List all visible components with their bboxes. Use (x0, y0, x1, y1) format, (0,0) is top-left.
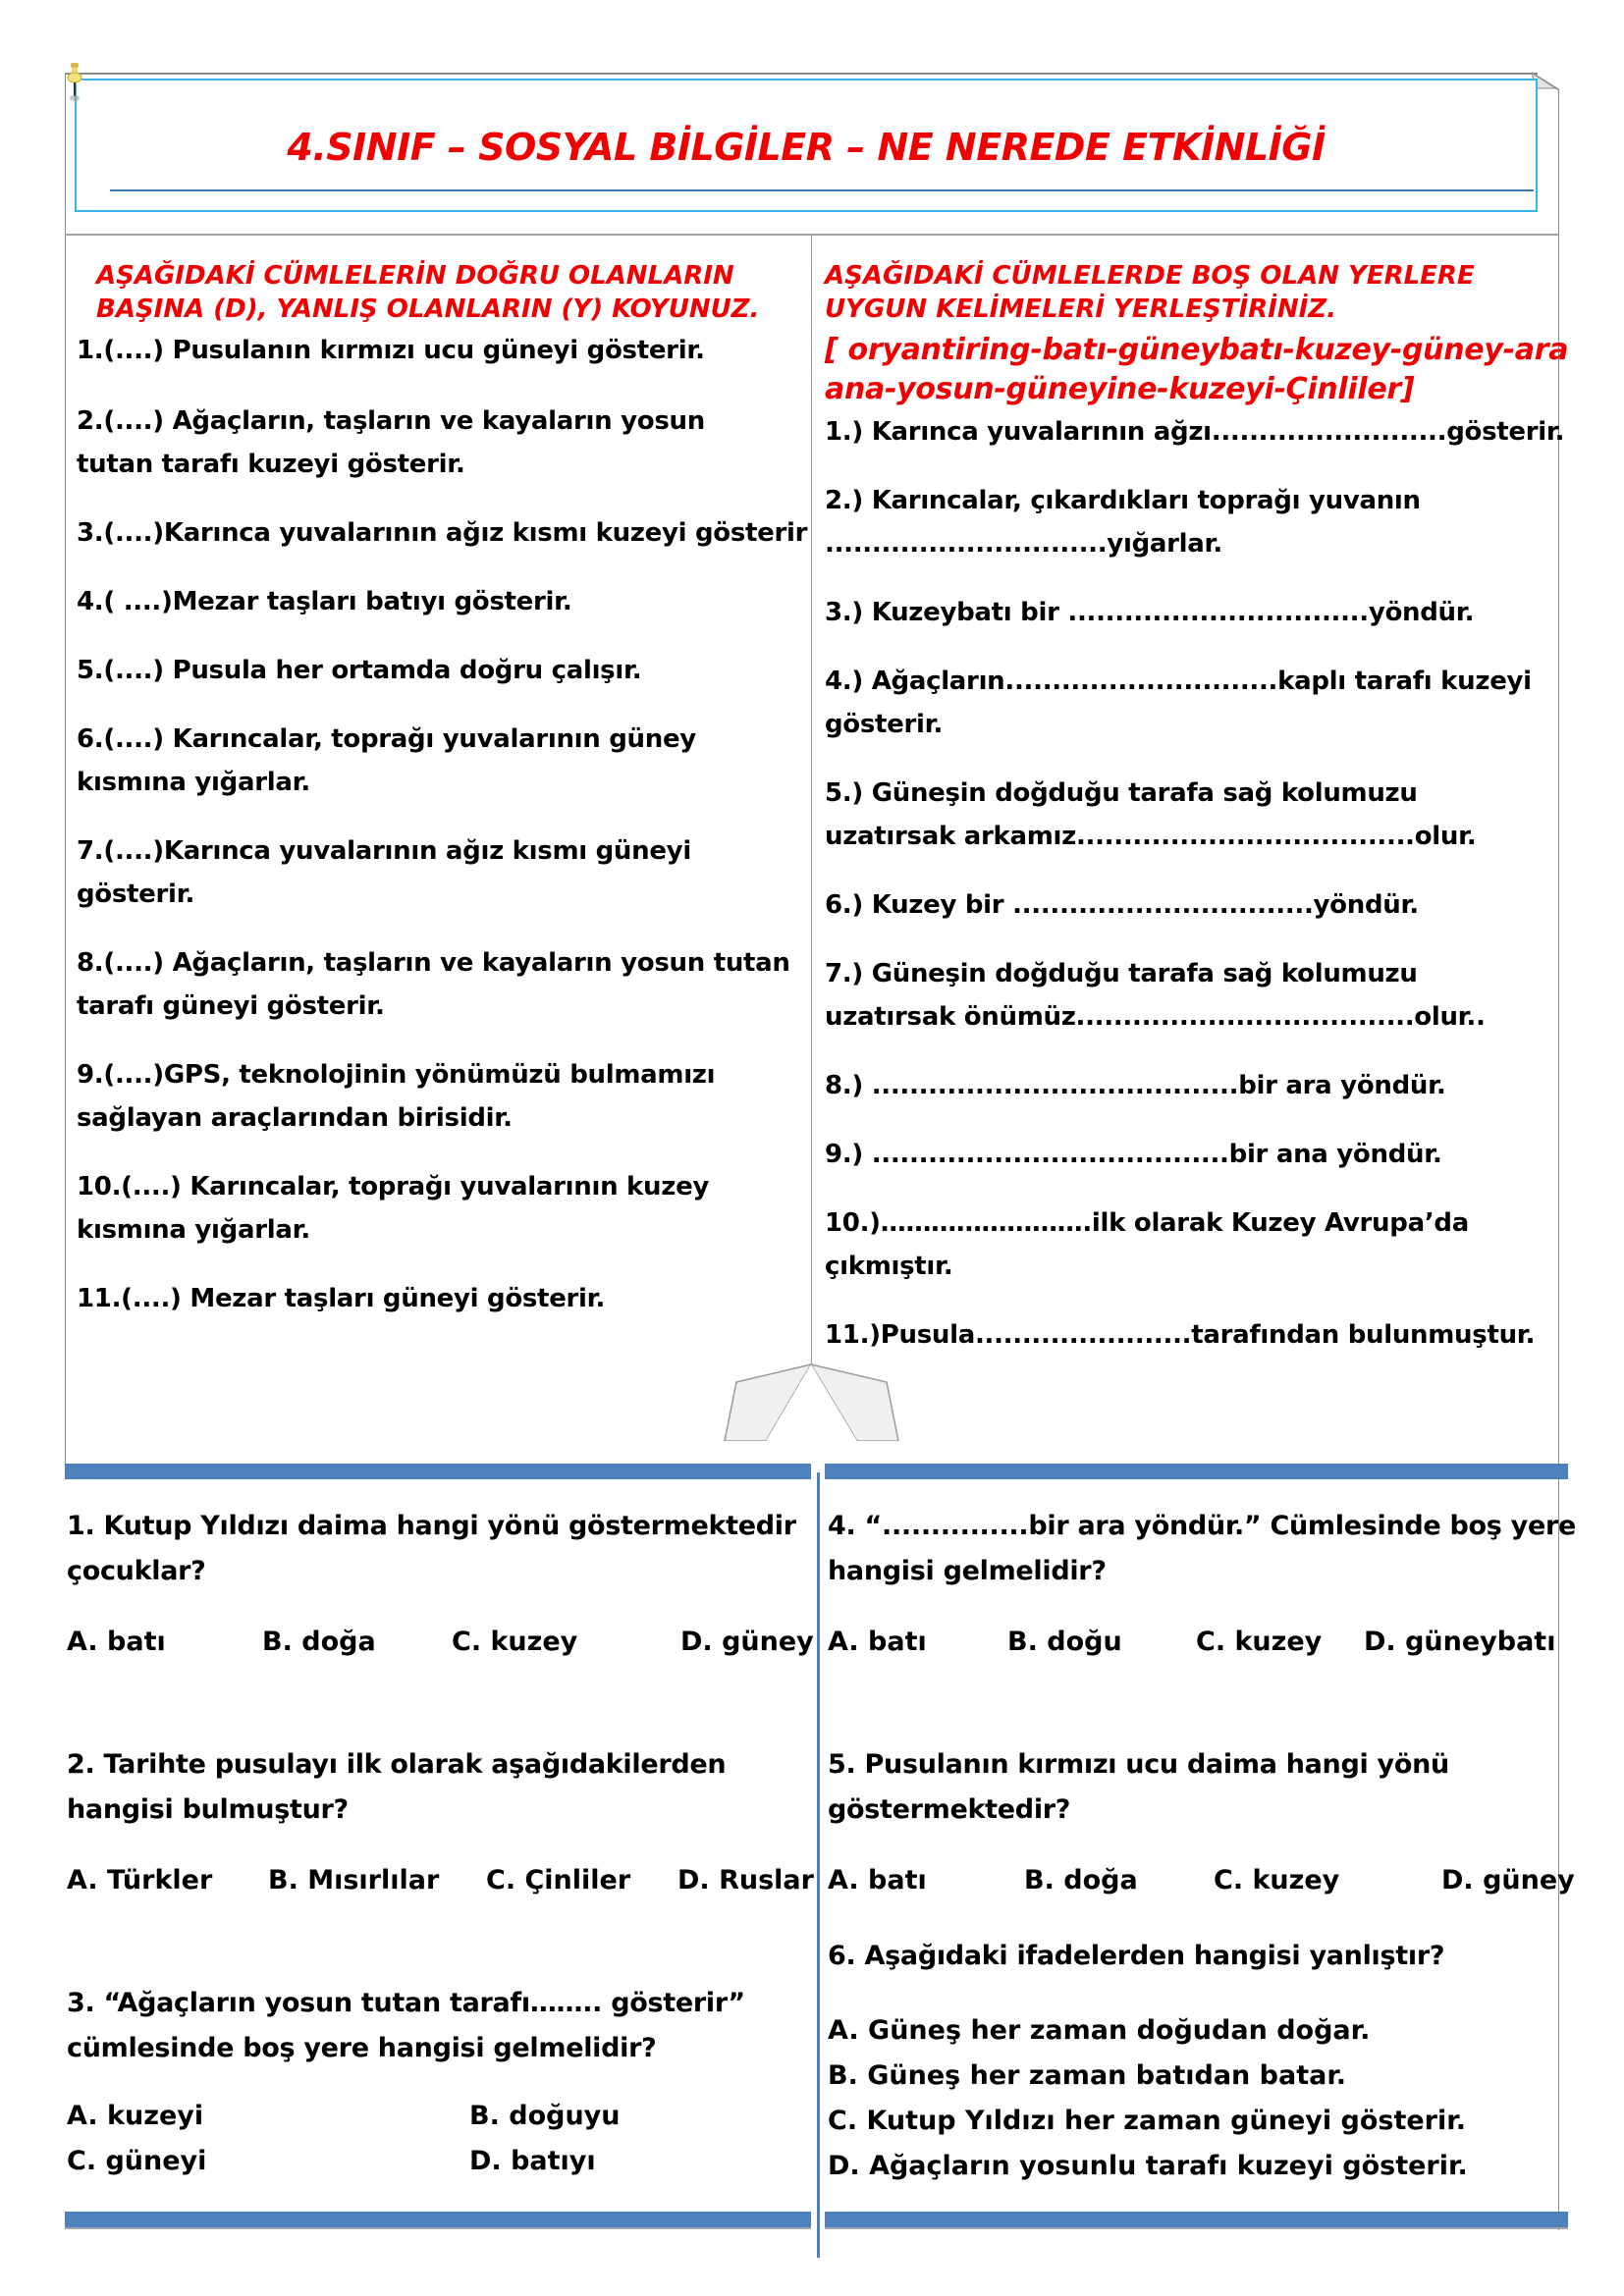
left-heading (96, 259, 759, 326)
fill-blank-list (825, 410, 1565, 1357)
option-a[interactable]: A. batı (828, 1627, 927, 1657)
question-text: 3. “Ağaçların yosun tutan tarafı…….. gösterir” (67, 1988, 745, 2018)
option-b[interactable]: B. doğu (1007, 1627, 1122, 1657)
bottom-bar-right (825, 2212, 1568, 2229)
tf-item-text: gösterir. (77, 880, 195, 909)
option-c[interactable]: C. güneyi (67, 2146, 207, 2176)
tf-item-4 (77, 580, 808, 623)
tf-item-2 (77, 400, 808, 486)
page-title: 4.SINIF – SOSYAL BİLGİLER – NE NEREDE ETKİNLİĞİ (287, 126, 1326, 169)
left-heading-line2: BAŞINA (D), YANLIŞ OLANLARIN (Y) KOYUNUZ. (96, 294, 760, 324)
mcq-question-1 (67, 1504, 796, 1594)
tf-item-text: 10.(....) Karıncalar, toprağı yuvalarının kuzey (77, 1172, 710, 1201)
tf-item-text: 8.(....) Ağaçların, taşların ve kayaların yosun tutan (77, 948, 790, 978)
option-d[interactable]: D. Ağaçların yosunlu tarafı kuzeyi gösterir. (828, 2151, 1468, 2181)
fb-item-text: 2.) Karıncalar, çıkardıkları toprağı yuvanın (825, 486, 1421, 515)
mcq-question-6 (828, 1934, 1444, 1979)
option-d[interactable]: D. güney (680, 1627, 814, 1657)
mcq-options-5 (828, 1865, 1574, 1904)
top-bar-right (825, 1464, 1568, 1479)
fb-item-text: 8.) .......................................bir ara yöndür. (825, 1071, 1446, 1100)
tf-item-text: kısmına yığarlar. (77, 1215, 310, 1245)
tf-item-text: kısmına yığarlar. (77, 768, 310, 797)
fb-item-text: uzatırsak arkamız....................................olur. (825, 822, 1477, 851)
question-text: 1. Kutup Yıldızı daima hangi yönü göstermektedir (67, 1511, 796, 1541)
option-b[interactable]: B. Güneş her zaman batıdan batar. (828, 2060, 1347, 2091)
option-d[interactable]: D. güney (1441, 1865, 1575, 1896)
right-heading-line2: UYGUN KELİMELERİ YERLEŞTİRİNİZ. (825, 294, 1336, 324)
question-text: 6. Aşağıdaki ifadelerden hangisi yanlıştır? (828, 1941, 1445, 1971)
option-c[interactable]: C. kuzey (1196, 1627, 1323, 1657)
tf-item-text: 5.(....) Pusula her ortamda doğru çalışır. (77, 656, 642, 685)
option-c[interactable]: C. kuzey (452, 1627, 578, 1657)
tf-item-5 (77, 649, 808, 692)
option-d[interactable]: D. güneybatı (1364, 1627, 1556, 1657)
fb-item-text: 3.) Kuzeybatı bir ................................yöndür. (825, 598, 1475, 627)
section-divider-vertical (811, 235, 812, 1363)
fb-item-4 (825, 660, 1556, 746)
option-b[interactable]: B. doğuyu (469, 2101, 621, 2131)
tf-item-7 (77, 829, 808, 916)
option-a[interactable]: A. Türkler (67, 1865, 213, 1896)
fb-item-text: 1.) Karınca yuvalarının ağzı.........................gösterir. (825, 417, 1565, 447)
question-text: 4. “...............bir ara yöndür.” Cümlesinde boş yere (828, 1511, 1576, 1541)
question-text: 2. Tarihte pusulayı ilk olarak aşağıdakilerden (67, 1749, 727, 1780)
section-divider-horizontal (65, 234, 1559, 236)
mcq-options-1 (67, 1627, 813, 1666)
fb-item-text: 4.) Ağaçların.............................kaplı tarafı kuzeyi (825, 667, 1532, 696)
mcq-options-4 (828, 1627, 1574, 1666)
fb-item-6 (825, 883, 1556, 927)
fb-item-text: uzatırsak önümüz....................................olur.. (825, 1002, 1486, 1032)
frame-left-border (65, 73, 66, 1465)
fb-item-9 (825, 1133, 1556, 1176)
tf-item-3 (77, 511, 808, 555)
fb-item-text: 11.)Pusula.......................tarafından bulunmuştur. (825, 1320, 1536, 1350)
frame-right-border (1558, 90, 1559, 2230)
fb-item-8 (825, 1064, 1556, 1107)
fb-item-text: çıkmıştır. (825, 1252, 953, 1281)
right-heading-line1: AŞAĞIDAKİ CÜMLELERDE BOŞ OLAN YERLERE (825, 261, 1475, 291)
fb-item-11 (825, 1313, 1556, 1357)
question-text: hangisi bulmuştur? (67, 1794, 349, 1825)
fb-item-7 (825, 952, 1556, 1039)
fb-item-5 (825, 772, 1556, 858)
tf-item-11 (77, 1277, 808, 1320)
tf-item-text: 3.(....)Karınca yuvalarının ağız kısmı kuzeyi gösterir (77, 518, 808, 548)
option-c[interactable]: C. Kutup Yıldızı her zaman güneyi gösterir. (828, 2106, 1466, 2136)
frame-top-border (65, 73, 1538, 75)
fb-item-text: ..............................yığarlar. (825, 529, 1222, 559)
fb-item-1 (825, 410, 1565, 454)
option-c[interactable]: C. Çinliler (486, 1865, 631, 1896)
mcq-divider (817, 1472, 820, 2258)
mcq-question-2 (67, 1742, 726, 1833)
tf-item-text: 6.(....) Karıncalar, toprağı yuvalarının güney (77, 724, 696, 754)
tf-item-text: 1.(....) Pusulanın kırmızı ucu güneyi gösterir. (77, 336, 705, 365)
tf-item-text: 7.(....)Karınca yuvalarının ağız kısmı güneyi (77, 836, 691, 866)
word-bank-line1: [ oryantiring-batı-güneybatı-kuzey-güney-ara (825, 333, 1569, 367)
mcq-question-4 (828, 1504, 1576, 1594)
option-d[interactable]: D. Ruslar (677, 1865, 814, 1896)
option-a[interactable]: A. kuzeyi (67, 2101, 204, 2131)
tf-item-text: 11.(....) Mezar taşları güneyi gösterir. (77, 1284, 606, 1313)
tf-item-text: tutan tarafı kuzeyi gösterir. (77, 450, 465, 479)
top-bar-left (65, 1464, 811, 1479)
mcq-options-6 (828, 2015, 1574, 2202)
fb-item-text: 9.) ......................................bir ana yöndür. (825, 1140, 1442, 1169)
tf-item-text: sağlayan araçlarından birisidir. (77, 1103, 513, 1133)
fb-item-text: 7.) Güneşin doğduğu tarafa sağ kolumuzu (825, 959, 1418, 988)
option-b[interactable]: B. doğa (262, 1627, 376, 1657)
fb-item-2 (825, 479, 1556, 565)
option-c[interactable]: C. kuzey (1214, 1865, 1340, 1896)
mcq-options-2 (67, 1865, 813, 1904)
page-fold-icon (722, 1362, 903, 1441)
option-a[interactable]: A. batı (828, 1865, 927, 1896)
pushpin-icon (67, 63, 82, 102)
title-underline (110, 189, 1534, 191)
bottom-bar-left (65, 2212, 811, 2229)
mcq-question-3 (67, 1981, 745, 2071)
true-false-list (77, 329, 808, 1320)
fb-item-text: gösterir. (825, 710, 944, 739)
question-text: göstermektedir? (828, 1794, 1071, 1825)
option-a[interactable]: A. batı (67, 1627, 166, 1657)
mcq-question-5 (828, 1742, 1449, 1833)
question-text: 5. Pusulanın kırmızı ucu daima hangi yönü (828, 1749, 1449, 1780)
tf-item-text: 9.(....)GPS, teknolojinin yönümüzü bulmamızı (77, 1060, 716, 1090)
tf-item-8 (77, 941, 808, 1028)
question-text: cümlesinde boş yere hangisi gelmelidir? (67, 2033, 657, 2063)
question-text: hangisi gelmelidir? (828, 1556, 1107, 1586)
tf-item-10 (77, 1165, 808, 1252)
tf-item-text: 2.(....) Ağaçların, taşların ve kayaların yosun (77, 406, 705, 436)
mcq-options-3 (67, 2101, 813, 2189)
left-heading-line1: AŞAĞIDAKİ CÜMLELERİN DOĞRU OLANLARIN (96, 261, 734, 291)
question-text: çocuklar? (67, 1556, 206, 1586)
option-b[interactable]: B. Mısırlılar (268, 1865, 440, 1896)
tf-item-6 (77, 718, 808, 804)
fb-item-3 (825, 591, 1556, 634)
tf-item-9 (77, 1053, 808, 1140)
option-b[interactable]: B. doğa (1024, 1865, 1138, 1896)
option-d[interactable]: D. batıyı (469, 2146, 596, 2176)
fb-item-text: 6.) Kuzey bir ................................yöndür. (825, 890, 1419, 920)
fb-item-10 (825, 1201, 1556, 1288)
tf-item-text: 4.( ....)Mezar taşları batıyı gösterir. (77, 587, 572, 616)
word-bank (825, 331, 1568, 409)
tf-item-1 (77, 329, 808, 372)
tf-item-text: tarafı güneyi gösterir. (77, 991, 385, 1021)
word-bank-line2: ana-yosun-güneyine-kuzeyi-Çinliler] (825, 372, 1415, 406)
fb-item-text: 5.) Güneşin doğduğu tarafa sağ kolumuzu (825, 778, 1418, 808)
fb-item-text: 10.)…………………….ilk olarak Kuzey Avrupa’da (825, 1208, 1469, 1238)
right-heading (825, 259, 1475, 326)
option-a[interactable]: A. Güneş her zaman doğudan doğar. (828, 2015, 1371, 2046)
